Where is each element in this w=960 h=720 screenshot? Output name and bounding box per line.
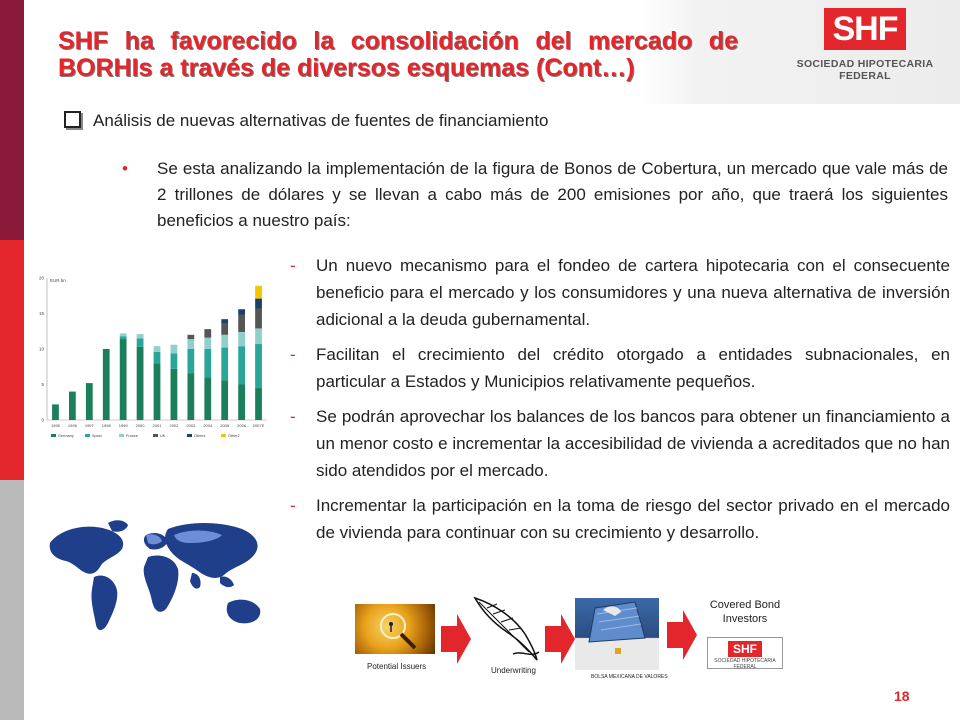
bar-segment xyxy=(137,338,144,347)
benefit-text: Un nuevo mecanismo para el fondeo de cartera hipotecaria con el consecuente beneficio para el mercado y los consumidores y una nueva alternativa de inversión adicional a la deuda gubernamental. xyxy=(316,256,950,329)
legend-swatch xyxy=(187,434,192,437)
bar-segment xyxy=(221,348,228,381)
legend-label: France xyxy=(126,434,138,438)
bar-segment xyxy=(154,352,161,363)
slide-title: SHF ha favorecido la consolidación del mercado de BORHIs a través de diversos esquemas (Cont…) xyxy=(58,27,738,82)
bar-segment xyxy=(238,315,245,332)
x-tick-label: 2000 xyxy=(135,423,145,428)
y-tick-label: 15 xyxy=(38,311,44,316)
covered-bond-investors-label: Covered Bond Investors xyxy=(709,599,781,625)
shf-logo xyxy=(780,8,950,82)
x-tick-label: 1998 xyxy=(101,423,111,428)
bar-segment xyxy=(238,309,245,315)
checkbox-bullet-icon xyxy=(64,111,81,128)
y-tick-label: 5 xyxy=(41,382,44,387)
page-number: 18 xyxy=(894,688,910,704)
bar-segment xyxy=(187,373,194,420)
bar-segment xyxy=(120,339,127,420)
dash-icon: - xyxy=(290,345,296,364)
list-item xyxy=(290,341,950,395)
bolsa-mexicana-image xyxy=(575,598,659,670)
bar-segment xyxy=(86,383,93,420)
bar-segment xyxy=(255,344,262,388)
benefits-list xyxy=(290,252,950,554)
bullet-covered-bonds-text: Se esta analizando la implementación de la figura de Bonos de Cobertura, un mercado que vale más de 2 trillones de dólares y se llevan a cabo más de 200 emisiones por año, que traerá los siguientes beneficios a nuestro país: xyxy=(157,159,948,230)
bar-segment xyxy=(187,335,194,339)
list-item xyxy=(290,403,950,484)
dash-icon: - xyxy=(290,256,296,275)
bar-segment xyxy=(238,385,245,421)
list-item xyxy=(290,492,950,546)
x-tick-label: 1995 xyxy=(51,423,60,428)
bolsa-caption: BOLSA MEXICANA DE VALORES xyxy=(591,674,668,680)
bar-segment xyxy=(120,333,127,336)
logo-text: SOCIEDAD HIPOTECARIA FEDERAL xyxy=(796,58,934,82)
bar-segment xyxy=(52,404,59,420)
sidebar-band-bottom xyxy=(0,480,24,720)
stock-exchange-building-icon xyxy=(575,598,659,670)
bar-segment xyxy=(221,323,228,334)
x-tick-label: 2005 xyxy=(220,423,230,428)
bullet-analysis-text: Análisis de nuevas alternativas de fuentes de financiamiento xyxy=(93,111,549,130)
x-tick-label: 2007E xyxy=(252,423,265,428)
x-tick-label: 1997 xyxy=(84,423,94,428)
x-tick-label: 2001 xyxy=(152,423,162,428)
bar-segment xyxy=(204,338,211,349)
bar-segment xyxy=(187,349,194,373)
x-tick-label: 2002 xyxy=(169,423,179,428)
dash-icon: - xyxy=(290,496,296,515)
bar-segment xyxy=(255,286,262,299)
small-logo-text: SOCIEDAD HIPOTECARIA FEDERAL xyxy=(714,658,776,670)
bar-segment xyxy=(137,347,144,420)
bar-segment xyxy=(154,346,161,352)
bar-segment xyxy=(238,332,245,346)
bar-segment xyxy=(255,309,262,329)
bar-segment xyxy=(120,336,127,339)
bullet-dot-icon: • xyxy=(122,159,128,178)
flow-arrow-icon xyxy=(441,614,471,664)
benefit-text: Facilitan el crecimiento del crédito otorgado a entidades subnacionales, en particular a Estados y Municipios relativamente pequeños. xyxy=(316,345,950,391)
y-tick-label: 20 xyxy=(38,275,44,281)
bar-segment xyxy=(154,363,161,420)
bar-segment xyxy=(255,299,262,309)
legend-label: UK xyxy=(160,434,166,438)
bar-segment xyxy=(255,388,262,420)
benefit-text: Se podrán aprovechar los balances de los bancos para obtener un financiamiento a un menor costo e incrementar la accesibilidad de vivienda a acreditados que no han sido atendidos por el mercado. xyxy=(316,407,950,480)
sidebar-band-middle xyxy=(0,240,24,480)
x-tick-label: 1996 xyxy=(67,423,77,428)
y-axis-label: EUR bn xyxy=(50,278,66,283)
world-map-image xyxy=(42,515,274,645)
legend-swatch xyxy=(153,434,158,437)
bullet-covered-bonds xyxy=(122,156,948,234)
bar-segment xyxy=(204,329,211,338)
logo-mark: SHF xyxy=(824,8,906,50)
bar-segment xyxy=(204,377,211,420)
dash-icon: - xyxy=(290,407,296,426)
bar-segment xyxy=(171,353,178,369)
x-tick-label: 2004 xyxy=(203,423,213,428)
benefit-text: Incrementar la participación en la toma de riesgo del sector privado en el mercado de vivienda para continuar con su crecimiento y desarrollo. xyxy=(316,496,950,542)
bar-segment xyxy=(137,334,144,338)
bar-segment xyxy=(238,346,245,384)
legend-label: Germany xyxy=(58,434,74,438)
bar-segment xyxy=(221,380,228,420)
underwriting-label: Underwriting xyxy=(491,666,536,675)
small-logo-mark: SHF xyxy=(728,641,762,657)
potential-issuers-label: Potential Issuers xyxy=(367,662,427,671)
sidebar-band-top xyxy=(0,0,24,240)
covered-bond-issuance-chart xyxy=(33,270,273,460)
legend-swatch xyxy=(51,434,56,437)
y-tick-label: 0 xyxy=(41,417,44,423)
bar-segment xyxy=(221,335,228,348)
legend-swatch xyxy=(119,434,124,437)
legend-label: Others xyxy=(194,434,206,438)
x-tick-label: 2003 xyxy=(186,423,196,428)
bar-segment xyxy=(187,339,194,349)
shf-small-logo xyxy=(707,637,783,669)
x-tick-label: 1999 xyxy=(118,423,128,428)
bar-segment xyxy=(171,369,178,420)
legend-label: Other2 xyxy=(228,434,240,438)
legend-swatch xyxy=(85,434,90,437)
bullet-analysis xyxy=(64,111,944,131)
flow-arrow-icon xyxy=(667,610,697,660)
magnifier-figure-icon xyxy=(355,604,435,654)
flow-arrow-icon xyxy=(545,614,575,664)
bar-segment xyxy=(255,328,262,344)
covered-bond-flow-diagram xyxy=(355,592,785,692)
legend-label: Spain xyxy=(92,434,102,438)
underwriting-quill-image xyxy=(473,594,545,664)
bar-segment xyxy=(204,349,211,377)
bar-segment xyxy=(103,349,110,420)
y-tick-label: 10 xyxy=(38,346,44,352)
list-item xyxy=(290,252,950,333)
bar-segment xyxy=(171,345,178,354)
x-tick-label: 2006 xyxy=(237,423,247,428)
legend-swatch xyxy=(221,434,226,437)
potential-issuers-image xyxy=(355,604,435,654)
bar-segment xyxy=(221,319,228,323)
bar-segment xyxy=(69,392,76,420)
